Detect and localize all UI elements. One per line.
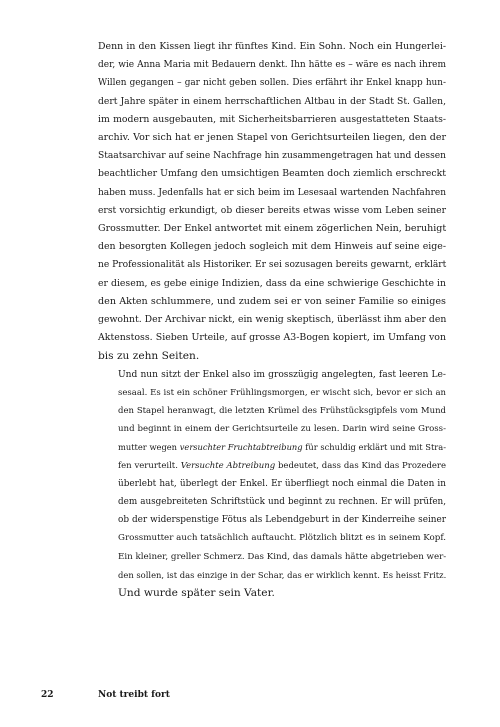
- text-line: den besorgten Kollegen jedoch sogleich mit dem Hinweis auf seine eige-: [98, 241, 446, 253]
- text-line: beachtlicher Umfang den umsichtigen Beamten doch ziemlich erschreckt: [98, 168, 446, 180]
- text-run: bedeutet, dass das Kind das Prozedere: [275, 460, 447, 471]
- text-line: sesaal. Es ist ein schöner Frühlingsmorgen, er wischt sich, bevor er sich an: [118, 387, 446, 398]
- paragraph-2: [98, 366, 446, 603]
- text-line: im modern ausgebauten, mit Sicherheitsbarrieren ausgestatteten Staats-: [98, 113, 446, 125]
- text-line: den sollen, ist das einzige in der Schar, das er wirklich kennt. Es heisst Fritz.: [118, 569, 447, 580]
- text-line: gewohnt. Der Archivar nickt, ein wenig skeptisch, überlässt ihm aber den: [98, 314, 447, 326]
- text-line: Grossmutter. Der Enkel antwortet mit einem zögerlichen Nein, beruhigt: [98, 223, 447, 235]
- text-line: dem ausgebreiteten Schriftstück und beginnt zu rechnen. Er will prüfen,: [118, 497, 446, 508]
- italic-term: versuchter Fruchtabtreibung: [179, 442, 303, 453]
- text-run: mutter wegen: [118, 442, 180, 453]
- text-line: [98, 457, 446, 475]
- text-line: Und nun sitzt der Enkel also im grosszügig angelegten, fast leeren Le-: [118, 369, 446, 380]
- text-line: dert Jahre später in einem herrschaftlichen Altbau in der Stadt St. Gallen,: [98, 95, 446, 107]
- text-line: Denn in den Kissen liegt ihr fünftes Kind. Ein Sohn. Noch ein Hungerlei-: [98, 41, 446, 52]
- text-run: für schuldig erklärt und mit Stra-: [302, 442, 447, 453]
- text-line: überlebt hat, überlegt der Enkel. Er überfliegt noch einmal die Daten in: [118, 478, 446, 489]
- text-line: Und wurde später sein Vater.: [118, 587, 275, 600]
- text-line: der, wie Anna Maria mit Bedauern denkt. Ihn hätte es – wäre es nach ihrem: [98, 60, 446, 71]
- text-line: haben muss. Jedenfalls hat er sich beim im Lesesaal wartenden Nachfahren: [98, 187, 446, 198]
- text-line: erst vorsichtig erkundigt, ob dieser bereits etwas wisse vom Leben seiner: [98, 204, 446, 216]
- text-line: Ein kleiner, greller Schmerz. Das Kind, das damals hätte abgetrieben wer-: [118, 551, 447, 562]
- text-line: den Stapel heranwagt, die letzten Krümel des Frühstücksgipfels vom Mund: [118, 406, 446, 417]
- text-line: ob der widerspenstige Fötus als Lebendgeburt in der Kinderreihe seiner: [118, 515, 446, 526]
- text-run: fen verurteilt.: [118, 460, 181, 471]
- text-line: und beginnt in einem der Gerichtsurteile zu lesen. Darin wird seine Gross-: [118, 424, 446, 435]
- paragraph-1: [98, 38, 446, 366]
- text-line: Willen gegangen – gar nicht geben sollen. Dies erfährt ihr Enkel knapp hun-: [98, 78, 446, 89]
- italic-term: Versuchte Abtreibung: [180, 460, 276, 471]
- text-line: ne Professionalität als Historiker. Er sei sozusagen bereits gewarnt, erklärt: [98, 260, 447, 271]
- text-line: archiv. Vor sich hat er jenen Stapel von Gerichtsurteilen liegen, den der: [98, 132, 446, 144]
- text-line: bis zu zehn Seiten.: [98, 350, 200, 363]
- text-line: Staatsarchivar auf seine Nachfrage hin zusammengetragen hat und dessen: [98, 151, 446, 162]
- text-line: er diesem, es gebe einige Indizien, dass da eine schwierige Geschichte in: [98, 277, 446, 289]
- text-line: [98, 438, 446, 456]
- running-title: Not treibt fort: [98, 690, 170, 700]
- text-line: den Akten schlummere, und zudem sei er von seiner Familie so einiges: [98, 295, 446, 307]
- text-line: Aktenstoss. Sieben Urteile, auf grosse A3-Bogen kopiert, im Umfang von: [98, 332, 446, 344]
- page-number: 22: [41, 690, 54, 700]
- body-text: [98, 38, 446, 602]
- text-line: Grossmutter auch tatsächlich auftaucht. Plötzlich blitzt es in seinem Kopf.: [118, 533, 446, 544]
